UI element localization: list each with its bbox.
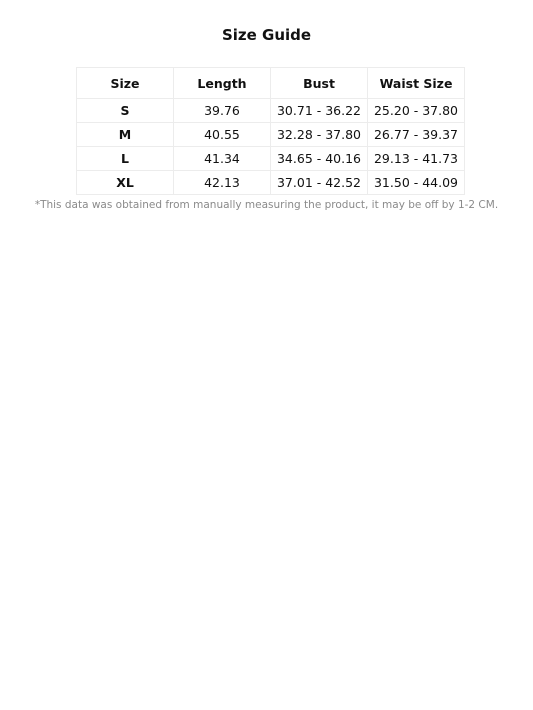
waist-size-cell: 26.77 - 39.37 (368, 123, 465, 147)
waist-size-cell: 31.50 - 44.09 (368, 171, 465, 195)
header-waist-size: Waist Size (368, 68, 465, 99)
bust-cell: 30.71 - 36.22 (271, 99, 368, 123)
size-cell: XL (77, 171, 174, 195)
waist-size-cell: 29.13 - 41.73 (368, 147, 465, 171)
table-row (77, 171, 465, 195)
header-bust: Bust (271, 68, 368, 99)
size-cell: L (77, 147, 174, 171)
table-row (77, 99, 465, 123)
header-size: Size (77, 68, 174, 99)
table-row (77, 123, 465, 147)
header-length: Length (174, 68, 271, 99)
size-cell: S (77, 99, 174, 123)
measurement-note: *This data was obtained from manually measuring the product, it may be off by 1-2 CM. (34, 199, 499, 211)
bust-cell: 32.28 - 37.80 (271, 123, 368, 147)
length-cell: 42.13 (174, 171, 271, 195)
waist-size-cell: 25.20 - 37.80 (368, 99, 465, 123)
length-cell: 40.55 (174, 123, 271, 147)
size-guide-table (76, 67, 465, 195)
table-row (77, 147, 465, 171)
bust-cell: 34.65 - 40.16 (271, 147, 368, 171)
size-cell: M (77, 123, 174, 147)
page-title: Size Guide (221, 26, 312, 44)
bust-cell: 37.01 - 42.52 (271, 171, 368, 195)
table-header-row (77, 68, 465, 99)
length-cell: 41.34 (174, 147, 271, 171)
length-cell: 39.76 (174, 99, 271, 123)
